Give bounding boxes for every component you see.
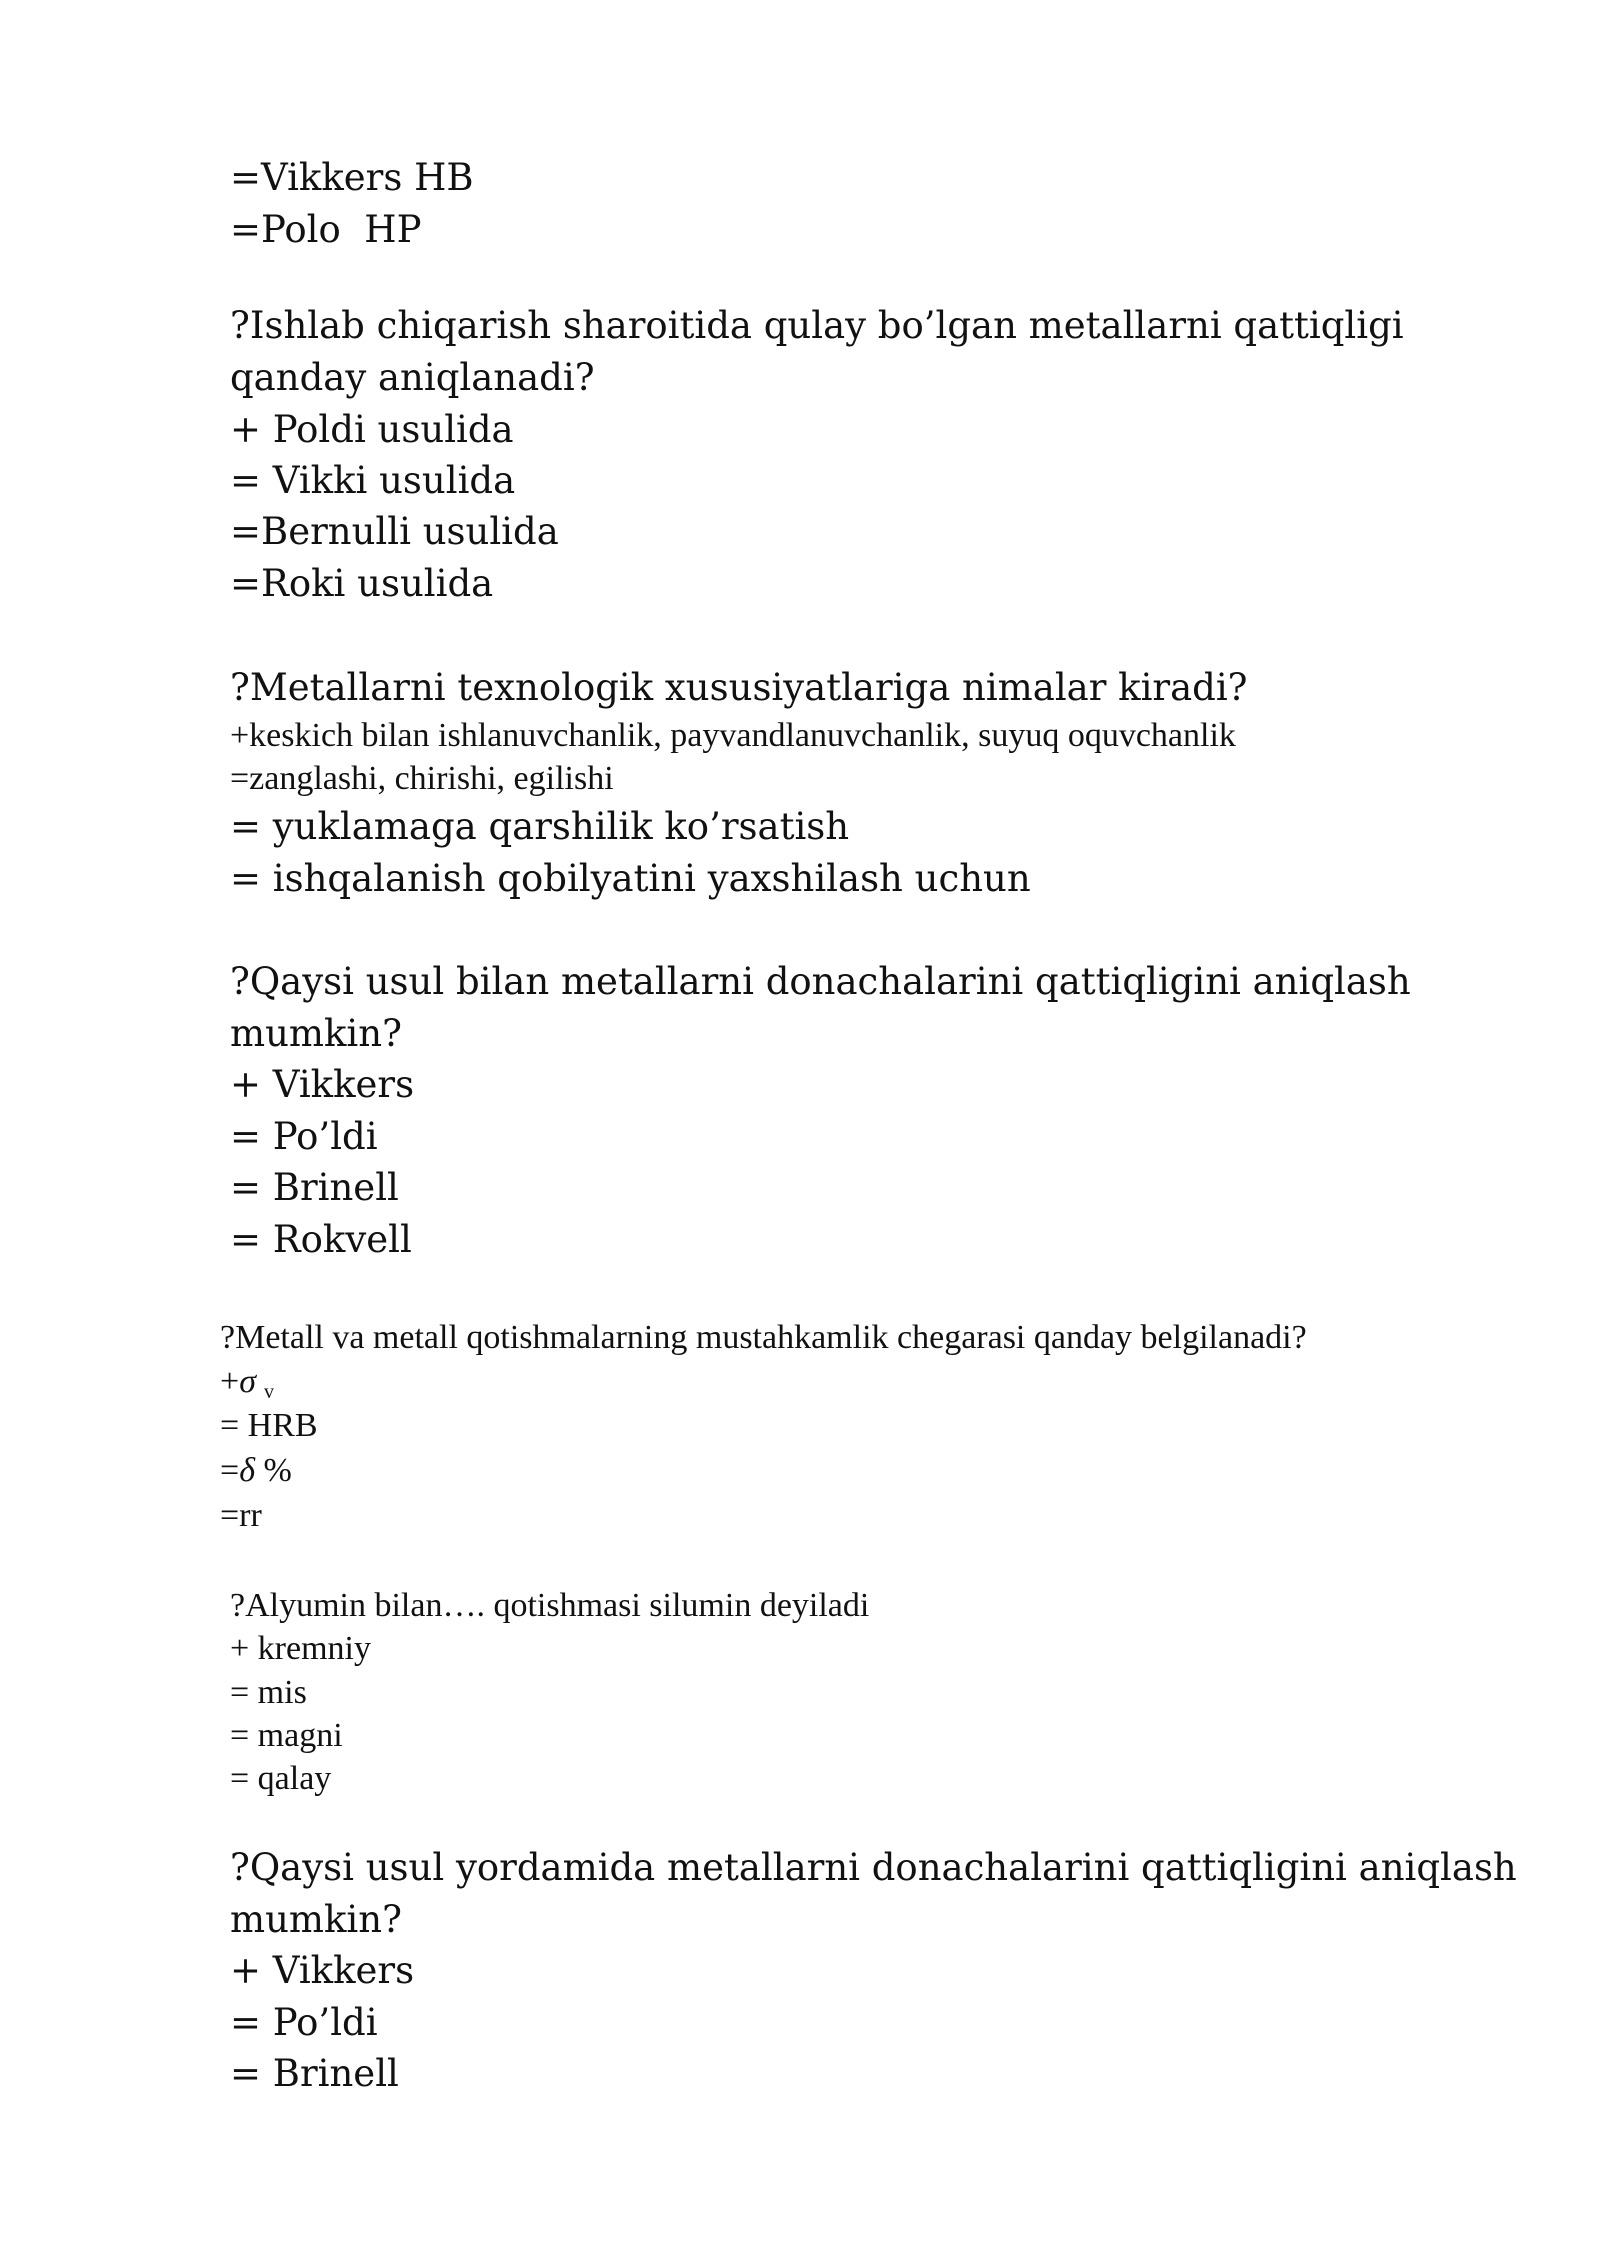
answer-option: = HRB [220, 1407, 318, 1444]
question-text: mumkin? [230, 1898, 402, 1941]
answer-option: =Vikkers HB [230, 156, 474, 199]
answer-option: =Polo HP [230, 208, 422, 251]
answer-option: =zanglashi, chirishi, egilishi [230, 760, 614, 797]
question-text: ?Qaysi usul yordamida metallarni donachalarini qattiqligini aniqlash [230, 1846, 1517, 1889]
answer-option: = Vikki usulida [230, 459, 516, 502]
answer-option: = Brinell [230, 2052, 399, 2095]
answer-option: = mis [230, 1674, 307, 1711]
delta-symbol: δ [239, 1452, 255, 1489]
question-text: ?Ishlab chiqarish sharoitida qulay bo’lgan metallarni qattiqligi [230, 304, 1404, 347]
answer-option: = Po’ldi [230, 1115, 378, 1158]
answer-option: + kremniy [230, 1630, 371, 1667]
answer-option: =rr [220, 1497, 262, 1534]
sigma-symbol: σ [239, 1363, 256, 1400]
subscript: v [263, 1381, 274, 1403]
question-text: ?Metallarni texnologik xususiyatlariga nimalar kiradi? [230, 666, 1248, 709]
question-text: ?Metall va metall qotishmalarning mustahkamlik chegarasi qanday belgilanadi? [220, 1319, 1307, 1356]
answer-option: = Po’ldi [230, 2001, 378, 2044]
answer-option: + Vikkers [230, 1949, 415, 1992]
answer-option: +keskich bilan ishlanuvchanlik, payvandlanuvchanlik, suyuq oquvchanlik [230, 717, 1236, 754]
answer-option [220, 1449, 292, 1493]
question-text: ?Qaysi usul bilan metallarni donachalarini qattiqligini aniqlash [230, 960, 1411, 1003]
answer-option: = qalay [230, 1760, 332, 1797]
answer-option: =Bernulli usulida [230, 510, 559, 553]
question-text: qanday aniqlanadi? [230, 356, 595, 399]
question-text: ?Alyumin bilan…. qotishmasi silumin deyiladi [230, 1587, 870, 1624]
answer-suffix: % [255, 1452, 292, 1489]
answer-option: = Rokvell [230, 1218, 412, 1261]
answer-option: =Roki usulida [230, 562, 494, 605]
answer-prefix: = [220, 1452, 240, 1489]
answer-option: = ishqalanish qobilyatini yaxshilash uchun [230, 857, 1031, 900]
answer-option: = yuklamaga qarshilik ko’rsatish [230, 805, 850, 848]
question-text: mumkin? [230, 1012, 402, 1055]
answer-option: = Brinell [230, 1166, 399, 1209]
answer-option: = magni [230, 1717, 343, 1754]
answer-option: + Vikkers [230, 1063, 415, 1106]
answer-prefix: + [220, 1363, 240, 1400]
answer-option: + Poldi usulida [230, 408, 514, 451]
